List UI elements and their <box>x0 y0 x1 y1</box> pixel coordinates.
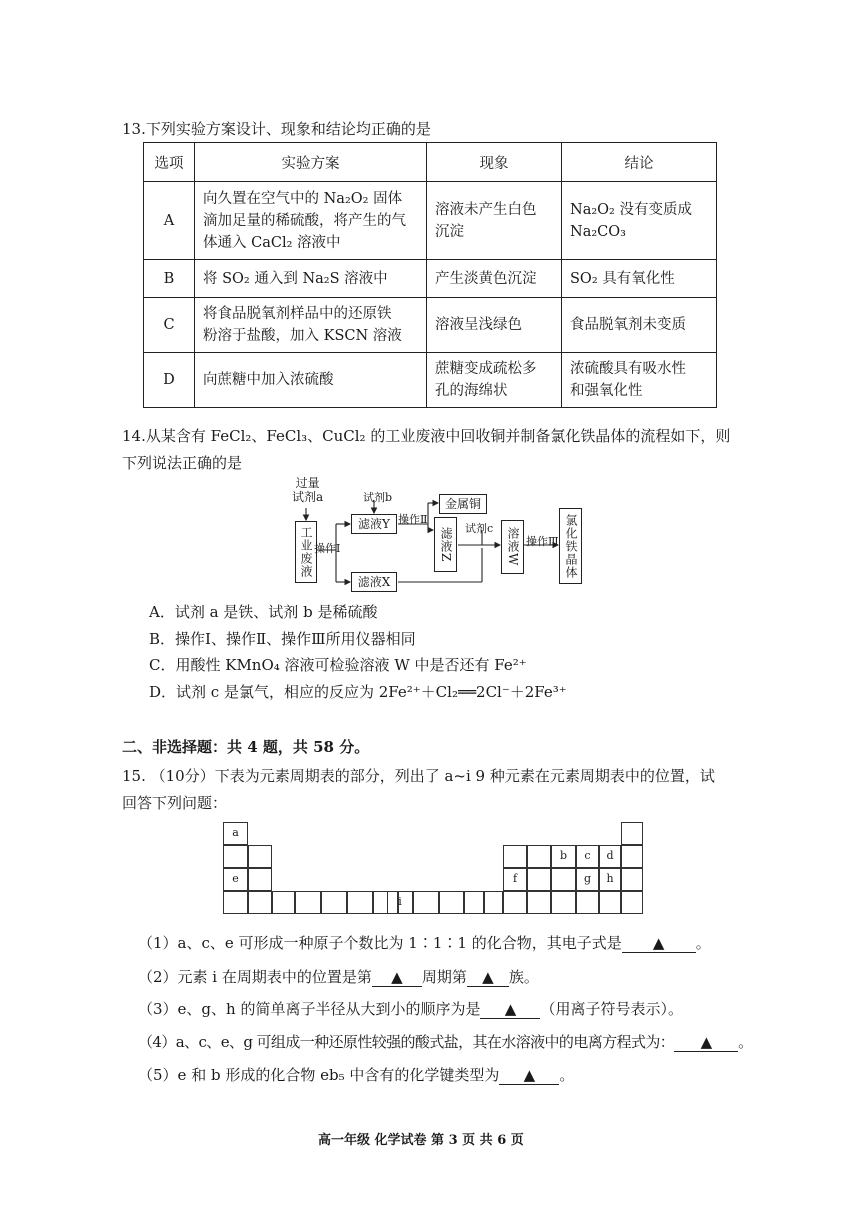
row-a-phen-line: 溶液未产生白色 <box>435 201 537 218</box>
cell <box>248 845 272 868</box>
answer-blank[interactable]: ▲ <box>372 968 422 987</box>
table-header-row <box>144 143 717 182</box>
cell <box>503 845 527 868</box>
q15-sub1-end: 。 <box>695 934 711 952</box>
row-d-plan-line: 向蔗糖中加入浓硫酸 <box>203 372 334 388</box>
q15-sub2-end: 族。 <box>508 968 539 986</box>
row-d-concl-line: 和强氧化性 <box>570 383 643 399</box>
reagent-a-label <box>292 476 323 504</box>
cell-h: h <box>599 868 621 891</box>
op1-label: 操作Ⅰ <box>314 542 341 555</box>
row-a-concl-line: Na₂O₂ 没有变质成 <box>570 201 692 218</box>
q15-sub1-text: （1）a、c、e 可形成一种原子个数比为 1∶1∶1 的化合物，其电子式是 <box>138 934 622 952</box>
row-d-plan <box>195 353 427 408</box>
row-a-plan-line: 向久置在空气中的 Na₂O₂ 固体 <box>203 190 403 207</box>
filtrate-y-box: 滤液Y <box>351 514 397 534</box>
row-d-concl-line: 浓硫酸具有吸水性 <box>570 361 686 377</box>
header-plan: 实验方案 <box>195 143 427 182</box>
row-a-plan <box>195 182 427 260</box>
q14-option-a: A．试剂 a 是铁、试剂 b 是稀硫酸 <box>149 603 378 621</box>
q15-sub4-end: 。 <box>738 1033 753 1051</box>
q15-sub4 <box>138 1031 753 1052</box>
cell <box>321 891 347 914</box>
row-d-option: D <box>144 353 195 408</box>
table-row <box>144 298 717 353</box>
cell <box>484 891 503 914</box>
table-row <box>144 353 717 408</box>
row-b-conclusion <box>562 260 717 298</box>
section-heading: 二、非选择题：共 4 题，共 58 分。 <box>122 738 370 756</box>
header-option: 选项 <box>144 143 195 182</box>
cell <box>295 891 321 914</box>
crystal-box: 氯化铁晶体 <box>559 508 582 584</box>
row-b-option: B <box>144 260 195 298</box>
cell-d: d <box>599 845 621 868</box>
row-d-conclusion <box>562 353 717 408</box>
reagent-b-label: 试剂b <box>363 491 393 504</box>
row-b-plan <box>195 260 427 298</box>
cell-a: a <box>223 822 248 845</box>
answer-blank[interactable]: ▲ <box>467 968 509 987</box>
row-c-plan-line: 粉溶于盐酸，加入 KSCN 溶液 <box>203 328 402 344</box>
row-a-option: A <box>144 182 195 260</box>
cell <box>599 891 621 914</box>
row-a-plan-line: 体通入 CaCl₂ 溶液中 <box>203 234 341 251</box>
row-b-phen-line: 产生淡黄色沉淀 <box>435 270 537 287</box>
reagent-a-line: 试剂a <box>292 490 324 504</box>
row-c-plan <box>195 298 427 353</box>
cell-g: g <box>576 868 599 891</box>
row-d-phenomenon <box>427 353 562 408</box>
answer-blank[interactable]: ▲ <box>499 1066 559 1085</box>
q15-sub5-text: （5）e 和 b 形成的化合物 eb₅ 中含有的化学键类型为 <box>138 1066 500 1084</box>
q15-sub2-mid: 周期第 <box>421 968 467 986</box>
row-a-concl-line: Na₂CO₃ <box>570 223 626 240</box>
op3-label: 操作Ⅲ <box>526 535 559 548</box>
q14-title-line1: 14.从某含有 FeCl₂、FeCl₃、CuCl₂ 的工业废液中回收铜并制备氯化铁晶体的流程如下，则 <box>122 427 731 445</box>
cell-b: b <box>551 845 576 868</box>
cell <box>503 891 527 914</box>
q15-sub5-end: 。 <box>559 1066 575 1084</box>
answer-blank[interactable]: ▲ <box>622 934 696 953</box>
q13-title: 13.下列实验方案设计、现象和结论均正确的是 <box>122 120 431 138</box>
cell <box>551 891 576 914</box>
q14-option-b: B．操作Ⅰ、操作Ⅱ、操作Ⅲ所用仪器相同 <box>149 630 416 648</box>
row-d-phen-line: 孔的海绵状 <box>435 383 508 399</box>
cell-e: e <box>223 868 248 891</box>
cell <box>621 891 643 914</box>
header-phenomenon: 现象 <box>427 143 562 182</box>
q15-sub3-end: （用离子符号表示）。 <box>540 1000 683 1018</box>
q14-title-line2: 下列说法正确的是 <box>122 454 243 472</box>
cell <box>413 891 439 914</box>
cell-c: c <box>576 845 599 868</box>
waste-liquid-box: 工业废液 <box>295 521 317 583</box>
cell <box>347 891 373 914</box>
cell <box>248 868 272 891</box>
cell <box>223 845 248 868</box>
q15-sub3-text: （3）e、g、h 的简单离子半径从大到小的顺序为是 <box>138 1000 481 1018</box>
cell <box>248 891 272 914</box>
row-a-plan-line: 滴加足量的稀硫酸，将产生的气 <box>203 212 406 229</box>
q15-line1: 15. （10分）下表为元素周期表的部分，列出了 a~i 9 种元素在元素周期表中的位置，试 <box>122 767 715 785</box>
cell <box>272 891 295 914</box>
cell <box>527 845 551 868</box>
cell <box>551 868 576 891</box>
row-a-phen-line: 沉淀 <box>435 223 464 240</box>
cell <box>527 891 551 914</box>
table-row <box>144 260 717 298</box>
cell-i: i <box>387 891 413 914</box>
reagent-c-label: 试剂c <box>465 522 494 535</box>
op2-label: 操作Ⅱ <box>398 513 428 526</box>
q15-sub5 <box>138 1064 574 1085</box>
page-footer: 高一年级 化学试卷 第 3 页 共 6 页 <box>318 1133 524 1148</box>
cell-f: f <box>503 868 527 891</box>
reagent-a-line: 过量 <box>295 476 320 490</box>
q13-table <box>143 142 717 408</box>
filtrate-z-box: 滤液Z <box>434 517 457 572</box>
row-a-phenomenon <box>427 182 562 260</box>
cell <box>439 891 464 914</box>
q15-sub4-text: （4）a、c、e、g 可组成一种还原性较强的酸式盐，其在水溶液中的电离方程式为： <box>138 1033 675 1051</box>
row-d-phen-line: 蔗糖变成疏松多 <box>435 361 537 377</box>
answer-blank[interactable]: ▲ <box>674 1033 738 1052</box>
table-row <box>144 182 717 260</box>
q15-sub3 <box>138 998 683 1019</box>
cell <box>223 891 248 914</box>
row-c-conclusion <box>562 298 717 353</box>
cell <box>621 845 643 868</box>
q14-option-d: D．试剂 c 是氯气，相应的反应为 2Fe²⁺＋Cl₂══2Cl⁻＋2Fe³⁺ <box>149 683 567 701</box>
cell <box>527 868 551 891</box>
row-c-concl-line: 食品脱氧剂未变质 <box>570 317 686 333</box>
header-conclusion: 结论 <box>562 143 717 182</box>
cell <box>464 891 484 914</box>
cell <box>621 868 643 891</box>
q15-sub2-text: （2）元素 i 在周期表中的位置是第 <box>138 968 372 986</box>
row-a-conclusion <box>562 182 717 260</box>
q15-sub2 <box>138 966 539 987</box>
row-c-phen-line: 溶液呈浅绿色 <box>435 317 522 333</box>
solution-w-box: 溶液W <box>501 520 524 574</box>
row-c-plan-line: 将食品脱氧剂样品中的还原铁 <box>203 306 392 322</box>
row-b-phenomenon <box>427 260 562 298</box>
q14-option-c: C．用酸性 KMnO₄ 溶液可检验溶液 W 中是否还有 Fe²⁺ <box>149 656 527 674</box>
row-b-plan-line: 将 SO₂ 通入到 Na₂S 溶液中 <box>203 270 388 287</box>
cell <box>576 891 599 914</box>
row-c-option: C <box>144 298 195 353</box>
copper-box: 金属铜 <box>439 494 487 514</box>
row-b-concl-line: SO₂ 具有氧化性 <box>570 270 675 287</box>
q15-sub1 <box>138 932 711 953</box>
filtrate-x-box: 滤液X <box>351 572 397 592</box>
cell-he <box>621 822 643 845</box>
row-c-phenomenon <box>427 298 562 353</box>
answer-blank[interactable]: ▲ <box>480 1000 540 1019</box>
q15-line2: 回答下列问题： <box>122 794 228 812</box>
